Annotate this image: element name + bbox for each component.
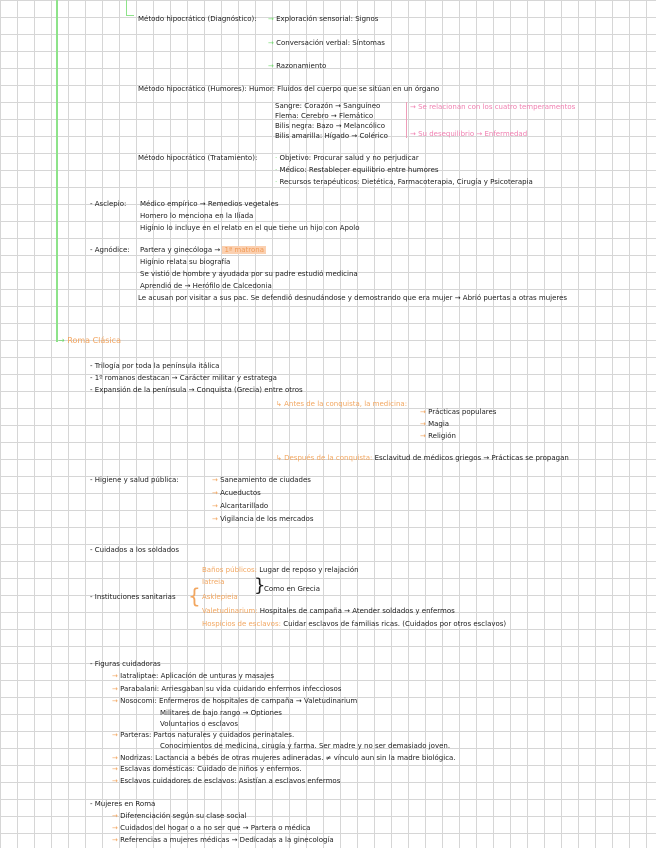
mujeres-item-3: → Referencias a mujeres médicas → Dedicadas a la ginecología — [112, 836, 334, 844]
roma-item-2: - 1º romanos destacan → Carácter militar y estratega — [90, 374, 277, 383]
antes-item-1: → Prácticas populares — [420, 408, 497, 416]
asclepio-label: - Asclepio: — [90, 200, 127, 208]
humor-bracket — [406, 102, 407, 138]
figura-4b: Conocimientos de medicina, cirugía y farma. Ser madre y no ser demasiado joven. — [160, 742, 451, 750]
higiene-item-4: → Vigilancia de los mercados — [212, 515, 314, 523]
asclepio-item-2: Homero lo menciona en la Ilíada — [140, 212, 254, 220]
inst-item-2: Iatreia — [202, 578, 225, 586]
agnodice-item-2: Higinio relata su biografía — [140, 258, 231, 266]
figura-3: → Nosocomi: Enfermeros de hospitales de campaña → Valetudinarium — [112, 697, 358, 705]
roma-item-1: - Trilogía por toda la península itálica — [90, 362, 219, 371]
figura-6: → Esclavas domésticas: Cuidado de niños y enfermos. — [112, 765, 302, 773]
humor-note-2: → Su desequilibrio → Enfermedad — [410, 130, 528, 138]
inst-bracket-label: Como en Grecia — [264, 585, 321, 593]
inst-item-4: Valetudinarium: Hospitales de campaña → Atender soldados y enfermos — [202, 607, 455, 615]
humor-item-1: Sangre: Corazón → Sanguíneo — [275, 102, 381, 110]
inst-bracket: } — [254, 575, 266, 596]
margin-line-main — [56, 0, 58, 342]
figura-3b: Militares de bajo rango → Optiones — [160, 709, 282, 717]
agnodice-item-1: Partera y ginecóloga → 1ª matrona — [140, 246, 265, 254]
asclepio-item-3: Higinio lo incluye en el relato en el que tiene un hijo con Apolo — [140, 224, 360, 232]
despues-line: ↳ Después de la conquista: Esclavitud de médicos griegos → Prácticas se propagan — [276, 454, 569, 462]
matrona-highlight: 1ª matrona — [224, 246, 265, 254]
mujeres-label: - Mujeres en Roma — [90, 800, 155, 809]
figura-3c: Voluntarios o esclavos — [160, 720, 238, 728]
mujeres-item-1: → Diferenciación según su clase social — [112, 812, 247, 820]
tratamiento-label: Método hipocrático (Tratamiento): — [138, 154, 258, 162]
tratamiento-item-3: · Recursos terapéuticos: Dietética, Farmacoterapia, Cirugía y Psicoterapia — [275, 178, 533, 186]
tratamiento-item-2: · Médico: Restablecer equilibrio entre humores — [275, 166, 439, 174]
humores-label: Método hipocrático (Humores): Humor: Fluidos del cuerpo que se sitúan en un órgano — [138, 85, 440, 93]
tratamiento-item-1: · Objetivo: Procurar salud y no perjudicar — [275, 154, 419, 162]
figura-2: → Parabalani: Arriesgaban su vida cuidando enfermos infecciosos — [112, 685, 342, 693]
instituciones-brace: { — [188, 584, 201, 608]
agnodice-item-3: Se vistió de hombre y ayudada por su padre estudió medicina — [140, 270, 358, 278]
figura-7: → Esclavos cuidadores de esclavos: Asistían a esclavos enfermos — [112, 777, 341, 785]
humor-item-2: Flema: Cerebro → Flemático — [275, 112, 374, 120]
antes-item-2: → Magia — [420, 420, 450, 428]
higiene-label: - Higiene y salud pública: — [90, 476, 179, 485]
diag-label: Método hipocrático (Diagnóstico): — [138, 15, 257, 23]
figura-4: → Parteras: Partos naturales y cuidados perinatales. — [112, 731, 295, 739]
diag-item-3: → Razonamiento — [268, 62, 327, 70]
section-title-roma: → Roma Clásica — [58, 336, 121, 345]
higiene-item-1: → Saneamiento de ciudades — [212, 476, 311, 484]
instituciones-label: - Instituciones sanitarias — [90, 593, 176, 602]
figura-1: → Iatraliptae: Aplicación de unturas y masajes — [112, 672, 274, 680]
higiene-item-2: → Acueductos — [212, 489, 261, 497]
antes-item-3: → Religión — [420, 432, 456, 440]
humor-item-4: Bilis amarilla: Hígado → Colérico — [275, 132, 388, 140]
figuras-label: - Figuras cuidadoras — [90, 660, 161, 669]
humor-item-3: Bilis negra: Bazo → Melancólico — [275, 122, 385, 130]
antes-label: ↳ Antes de la conquista, la medicina: — [276, 400, 408, 408]
agnodice-label: - Agnódice: — [90, 246, 130, 254]
agnodice-item-5: Le acusan por visitar a sus pac. Se defendió desnudándose y demostrando que era mujer → Abrió puertas a otras mujeres — [138, 294, 568, 302]
higiene-item-3: → Alcantarillado — [212, 502, 269, 510]
inst-item-5: Hospicios de esclavos: Cuidar esclavos de familias ricas. (Cuidados por otros esclavos) — [202, 620, 507, 628]
mujeres-item-2: → Cuidados del hogar o a no ser que → Partera o médica — [112, 824, 311, 832]
margin-line-inner — [126, 0, 127, 16]
diag-item-2: → Conversación verbal: Síntomas — [268, 39, 385, 47]
figura-5: → Nodrizas: Lactancia a bebés de otras mujeres adineradas. ≠ vínculo aun sin la madre biológica. — [112, 754, 456, 762]
inst-item-3: Asklepieia — [202, 593, 238, 601]
asclepio-item-1: Médico empírico → Remedios vegetales — [140, 200, 279, 208]
inst-item-1: Baños públicos: Lugar de reposo y relajación — [202, 566, 359, 574]
cuidados-soldados: - Cuidados a los soldados — [90, 546, 179, 555]
roma-item-3: - Expansión de la península → Conquista (Grecia) entre otros — [90, 386, 303, 395]
margin-line-tick — [126, 15, 134, 16]
diag-item-1: → Exploración sensorial: Signos — [268, 15, 379, 23]
humor-note-1: → Se relacionan con los cuatro temperamentos — [410, 103, 576, 111]
agnodice-item-4: Aprendió de → Herófilo de Calcedonia — [140, 282, 272, 290]
